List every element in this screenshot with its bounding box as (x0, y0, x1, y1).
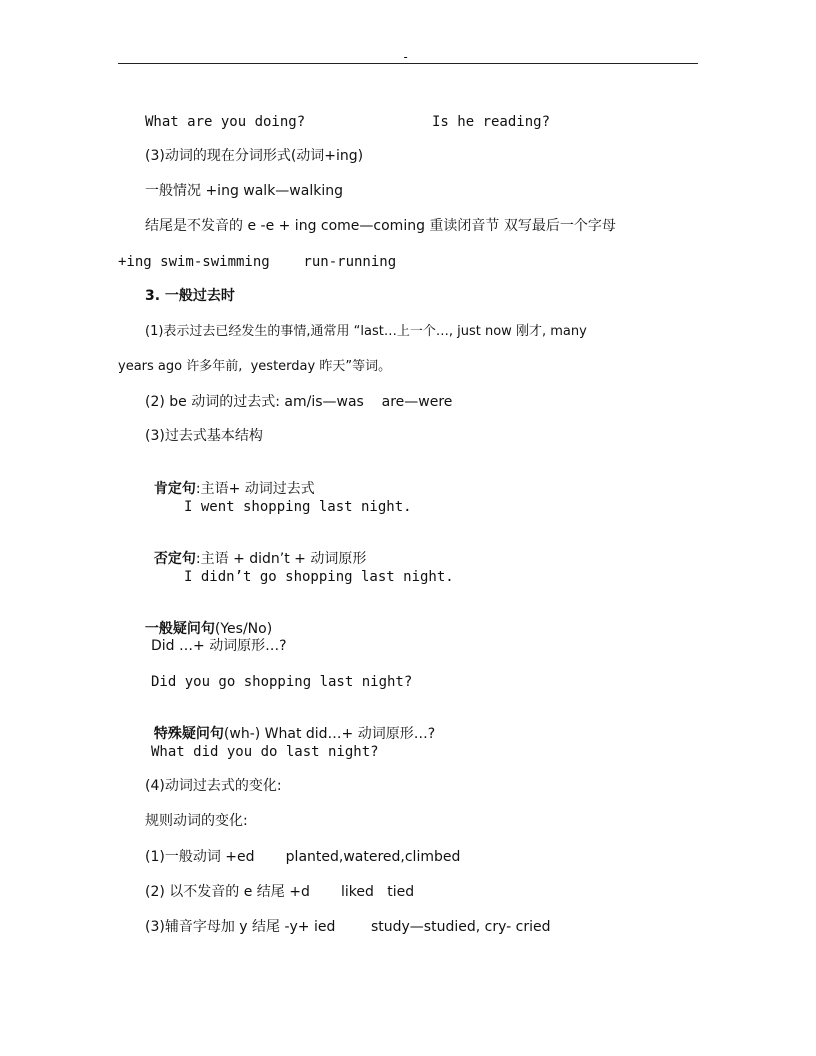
wh-question-label: 特殊疑问句 (153, 726, 224, 742)
rule-silent-e: 结尾是不发音的 e -e + ing come—coming 重读闭音节 双写最后一个字母 (145, 218, 616, 234)
yes-no-label: 一般疑问句 (144, 621, 215, 637)
affirmative-label: 肯定句 (153, 481, 196, 497)
negative-label: 否定句 (153, 551, 196, 567)
regular-rule-2: (2) 以不发音的 e 结尾 +d liked tied (145, 884, 415, 900)
example-question-1: What are you doing? (145, 114, 306, 130)
regular-rule-3: (3)辅音字母加 y 结尾 -y+ ied study—studied, cry- cried (145, 919, 551, 935)
wh-question-structure: (wh-) What did…+ 动词原形…? (223, 726, 436, 742)
regular-verbs-heading: 规则动词的变化: (145, 813, 248, 829)
example-question-2: Is he reading? (432, 114, 551, 130)
past-structure-heading: (3)过去式基本结构 (145, 428, 263, 444)
yes-no-note: (Yes/No) (214, 621, 273, 637)
present-participle-heading: (3)动词的现在分词形式(动词+ing) (145, 148, 364, 164)
header-rule (118, 63, 698, 64)
affirmative-rule (145, 462, 315, 498)
yes-no-question-rule (136, 602, 272, 638)
negative-example: I didn’t go shopping last night. (184, 569, 454, 585)
negative-structure: :主语 + didn’t + 动词原形 (195, 551, 367, 567)
past-usage-line-2: years ago 许多年前, yesterday 昨天”等词。 (118, 359, 392, 374)
yes-no-structure: Did …+ 动词原形…? (151, 638, 287, 654)
wh-question-rule (145, 707, 435, 743)
section-heading-past-tense: 3. 一般过去时 (145, 288, 235, 304)
yes-no-example: Did you go shopping last night? (151, 674, 413, 690)
affirmative-example: I went shopping last night. (184, 499, 412, 515)
affirmative-structure: :主语+ 动词过去式 (195, 481, 315, 497)
be-verb-past: (2) be 动词的过去式: am/is—was are—were (145, 394, 453, 410)
rule-general: 一般情况 +ing walk—walking (145, 183, 343, 199)
negative-rule (145, 532, 366, 568)
past-usage-line-1: (1)表示过去已经发生的事情,通常用 “last…上一个…, just now 刚才, many (145, 324, 587, 339)
rule-double-consonant: +ing swim-swimming run-running (118, 254, 397, 270)
regular-rule-1: (1)一般动词 +ed planted,watered,climbed (145, 849, 461, 865)
header-mark: -_ (402, 50, 419, 64)
wh-question-example: What did you do last night? (151, 744, 379, 760)
past-form-changes-heading: (4)动词过去式的变化: (145, 778, 282, 794)
